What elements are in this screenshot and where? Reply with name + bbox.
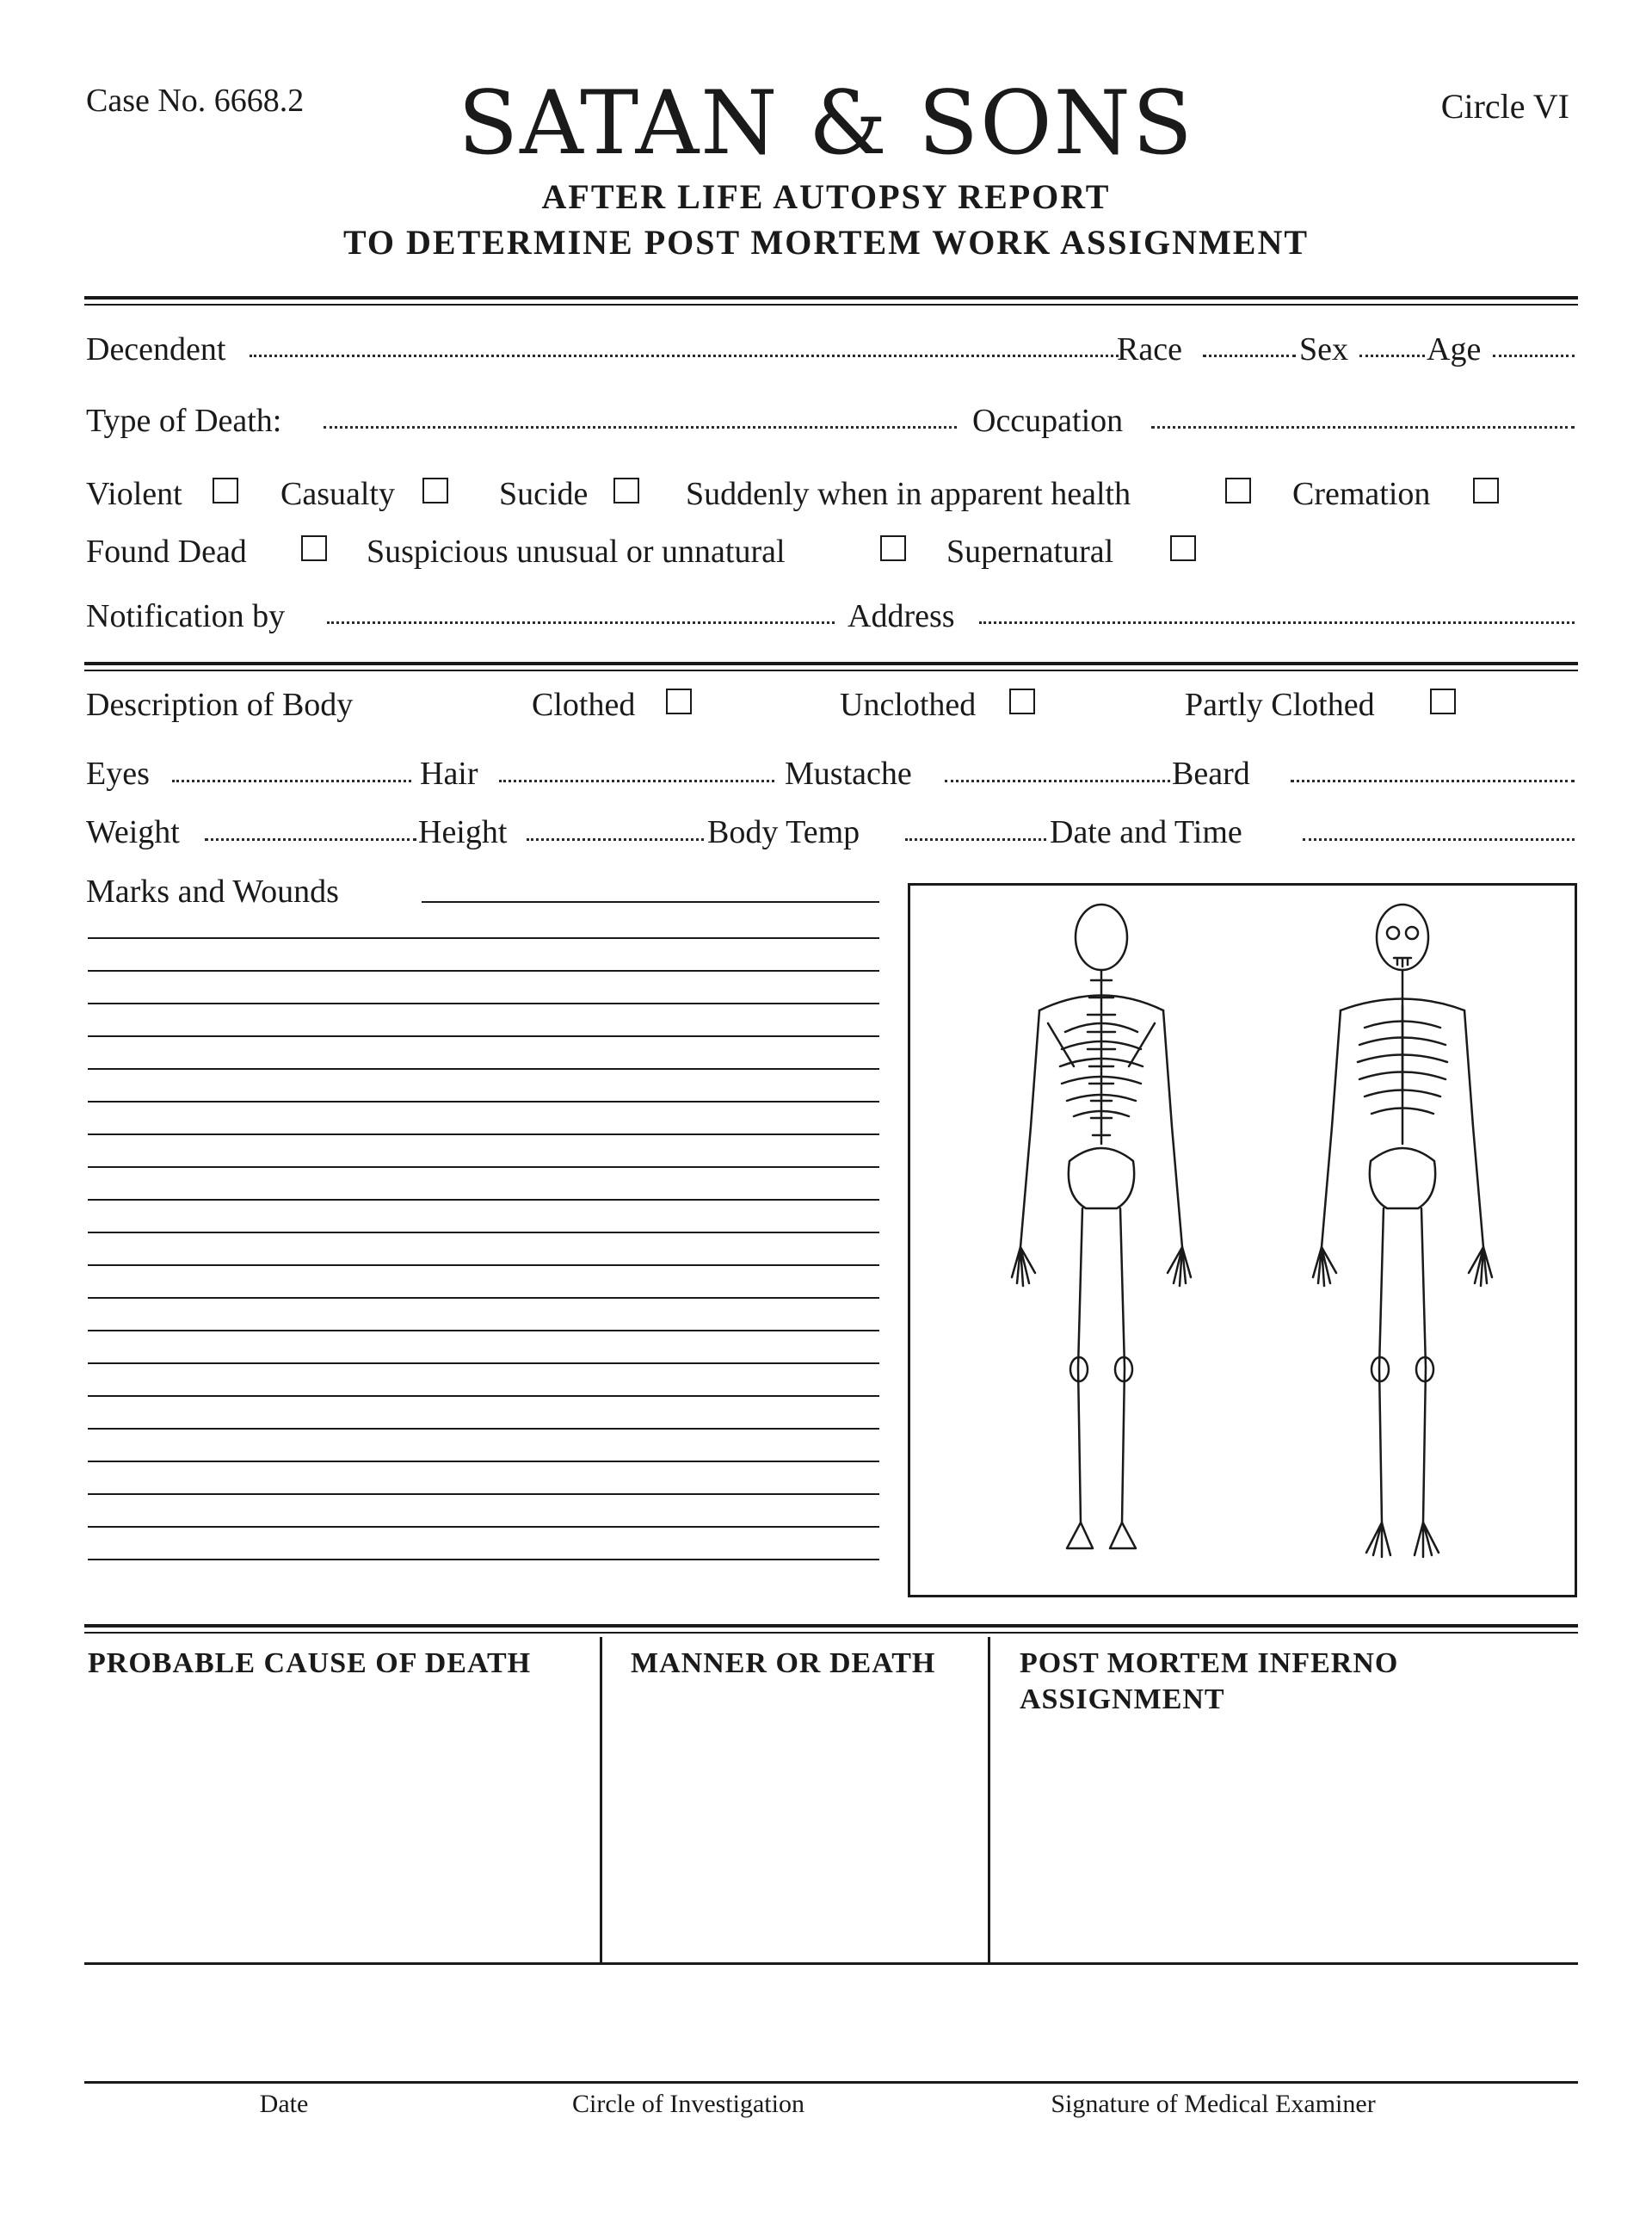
suddenly-label: Suddenly when in apparent health (686, 476, 1131, 512)
suicide-checkbox[interactable] (613, 478, 639, 503)
suicide-label: Sucide (499, 476, 589, 512)
found-dead-checkbox[interactable] (301, 535, 327, 561)
eyes-field[interactable] (172, 780, 411, 782)
notification-by-field[interactable] (327, 621, 835, 624)
supernatural-checkbox[interactable] (1170, 535, 1196, 561)
unclothed-label: Unclothed (840, 687, 977, 723)
partly-clothed-checkbox[interactable] (1430, 689, 1456, 714)
probable-cause-heading: PROBABLE CAUSE OF DEATH (88, 1647, 532, 1679)
skeleton-back-view (1012, 905, 1191, 1548)
marks-line[interactable] (88, 1428, 879, 1430)
body-temp-label: Body Temp (707, 814, 860, 850)
date-and-time-label: Date and Time (1050, 814, 1242, 850)
description-of-body-label: Description of Body (86, 687, 354, 723)
supernatural-label: Supernatural (946, 534, 1114, 570)
marks-line[interactable] (88, 1232, 879, 1233)
marks-line[interactable] (88, 1199, 879, 1201)
marks-line[interactable] (422, 901, 879, 903)
casualty-checkbox[interactable] (422, 478, 448, 503)
marks-line[interactable] (88, 1035, 879, 1037)
skeleton-diagram-frame (908, 883, 1577, 1597)
brand-logo-title: SATAN & SONS (458, 72, 1194, 175)
marks-line[interactable] (88, 1101, 879, 1103)
marks-and-wounds-label: Marks and Wounds (86, 874, 339, 910)
occupation-field[interactable] (1151, 426, 1575, 429)
section-divider (84, 662, 1578, 665)
marks-line[interactable] (88, 1559, 879, 1560)
partly-clothed-label: Partly Clothed (1185, 687, 1375, 723)
mustache-field[interactable] (945, 780, 1170, 782)
marks-line[interactable] (88, 937, 879, 939)
race-label: Race (1117, 331, 1182, 368)
inferno-assignment-heading: POST MORTEM INFERNO (1020, 1647, 1399, 1679)
inferno-assignment-heading-2: ASSIGNMENT (1020, 1683, 1225, 1715)
suspicious-label: Suspicious unusual or unnatural (367, 534, 786, 570)
case-number: Case No. 6668.2 (86, 83, 305, 119)
marks-line[interactable] (88, 1362, 879, 1364)
decedent-label: Decendent (86, 331, 226, 368)
violent-checkbox[interactable] (213, 478, 238, 503)
marks-line[interactable] (88, 1526, 879, 1528)
height-field[interactable] (527, 838, 704, 841)
marks-line[interactable] (88, 1461, 879, 1462)
marks-line[interactable] (88, 1330, 879, 1331)
body-temp-field[interactable] (905, 838, 1046, 841)
marks-line[interactable] (88, 1166, 879, 1168)
date-label: Date (259, 2090, 309, 2118)
skeleton-front-view (1313, 905, 1492, 1557)
circle-label: Circle VI (1440, 87, 1569, 126)
address-label: Address (848, 598, 955, 634)
marks-line[interactable] (88, 1133, 879, 1135)
sex-field[interactable] (1359, 355, 1425, 357)
hair-field[interactable] (499, 780, 774, 782)
height-label: Height (418, 814, 508, 850)
marks-line[interactable] (88, 1068, 879, 1070)
report-title: AFTER LIFE AUTOPSY REPORT (541, 177, 1111, 216)
marks-line[interactable] (88, 1297, 879, 1299)
weight-field[interactable] (205, 838, 416, 841)
beard-field[interactable] (1291, 780, 1575, 782)
weight-label: Weight (86, 814, 180, 850)
suspicious-checkbox[interactable] (880, 535, 906, 561)
age-label: Age (1427, 331, 1482, 368)
hair-label: Hair (420, 756, 478, 792)
signature-line[interactable] (84, 2081, 1578, 2084)
violent-label: Violent (86, 476, 182, 512)
address-field[interactable] (979, 621, 1575, 624)
notification-by-label: Notification by (86, 598, 286, 634)
clothed-label: Clothed (532, 687, 636, 723)
occupation-label: Occupation (972, 403, 1124, 439)
sex-label: Sex (1299, 331, 1348, 368)
circle-of-investigation-label: Circle of Investigation (572, 2090, 804, 2118)
beard-label: Beard (1172, 756, 1250, 792)
skeleton-diagram (910, 886, 1575, 1595)
eyes-label: Eyes (86, 756, 150, 792)
found-dead-label: Found Dead (86, 534, 247, 570)
marks-line[interactable] (88, 1395, 879, 1397)
age-field[interactable] (1493, 355, 1575, 357)
casualty-label: Casualty (280, 476, 395, 512)
date-and-time-field[interactable] (1303, 838, 1575, 841)
decedent-field[interactable] (250, 355, 1119, 357)
suddenly-checkbox[interactable] (1225, 478, 1251, 503)
race-field[interactable] (1203, 355, 1296, 357)
mustache-label: Mustache (785, 756, 912, 792)
signature-medical-examiner-label: Signature of Medical Examiner (1051, 2090, 1376, 2118)
unclothed-checkbox[interactable] (1009, 689, 1035, 714)
marks-line[interactable] (88, 970, 879, 972)
column-divider (988, 1637, 990, 1962)
type-of-death-label: Type of Death: (86, 403, 282, 439)
manner-of-death-heading: MANNER OR DEATH (631, 1647, 936, 1679)
section-divider (84, 296, 1578, 300)
cause-section-bottom-rule (84, 1962, 1578, 1965)
marks-line[interactable] (88, 1264, 879, 1266)
section-divider (84, 1624, 1578, 1628)
report-subtitle: TO DETERMINE POST MORTEM WORK ASSIGNMENT (342, 223, 1310, 262)
marks-line[interactable] (88, 1003, 879, 1004)
cremation-checkbox[interactable] (1473, 478, 1499, 503)
type-of-death-field[interactable] (324, 426, 957, 429)
cremation-label: Cremation (1292, 476, 1431, 512)
column-divider (600, 1637, 602, 1962)
clothed-checkbox[interactable] (666, 689, 692, 714)
marks-line[interactable] (88, 1493, 879, 1495)
